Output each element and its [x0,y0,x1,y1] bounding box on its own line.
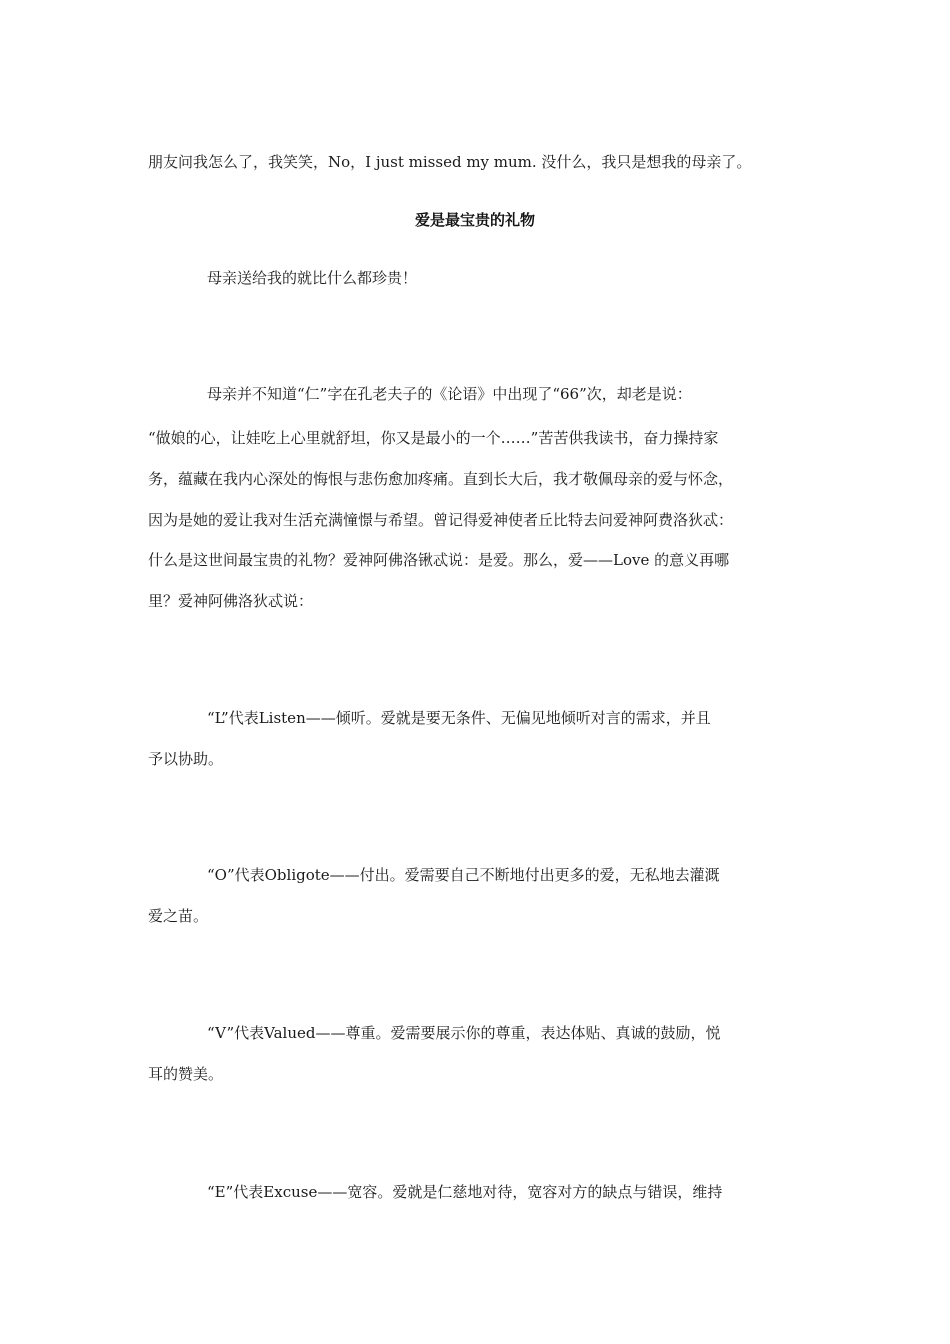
love-e-line: “E”代表Excuse——宽容。爱就是仁慈地对待，宽容对方的缺点与错误，维持 [207,1183,723,1201]
love-l-line: 予以协助。 [148,750,224,768]
love-v-line: 耳的赞美。 [148,1065,224,1083]
love-l-line: “L”代表Listen——倾听。爱就是要无条件、无偏见地倾听对言的需求，并且 [207,709,711,727]
love-v-line: “V”代表Valued——尊重。爱需要展示你的尊重，表达体贴、真诚的鼓励，悦 [207,1024,721,1042]
paragraph-line: “做娘的心，让娃吃上心里就舒坦，你又是最小的一个……”苦苦供我读书，奋力操持家 [148,429,719,447]
paragraph-line: 因为是她的爱让我对生活充满憧憬与希望。曾记得爱神使者丘比特去问爱神阿费洛狄忒： [148,511,734,529]
love-o-line: “O”代表Obligote——付出。爱需要自己不断地付出更多的爱，无私地去灌溉 [207,866,720,884]
paragraph-line: 务，蕴藏在我内心深处的悔恨与悲伤愈加疼痛。直到长大后，我才敬佩母亲的爱与怀念， [148,470,734,488]
section-title: 爱是最宝贵的礼物 [414,211,535,229]
love-o-line: 爱之苗。 [148,907,209,925]
paragraph-line: 母亲并不知道“仁”字在孔老夫子的《论语》中出现了“66”次，却老是说： [207,385,692,403]
lead-line: 母亲送给我的就比什么都珍贵！ [207,269,418,287]
paragraph-line: 里？爱神阿佛洛狄忒说： [148,592,314,610]
intro-line: 朋友问我怎么了，我笑笑，No，I just missed my mum. 没什么，我只是想我的母亲了。 [148,153,752,171]
paragraph-line: 什么是这世间最宝贵的礼物？爱神阿佛洛锹忒说：是爱。那么，爱——Love 的意义再哪 [148,551,730,569]
